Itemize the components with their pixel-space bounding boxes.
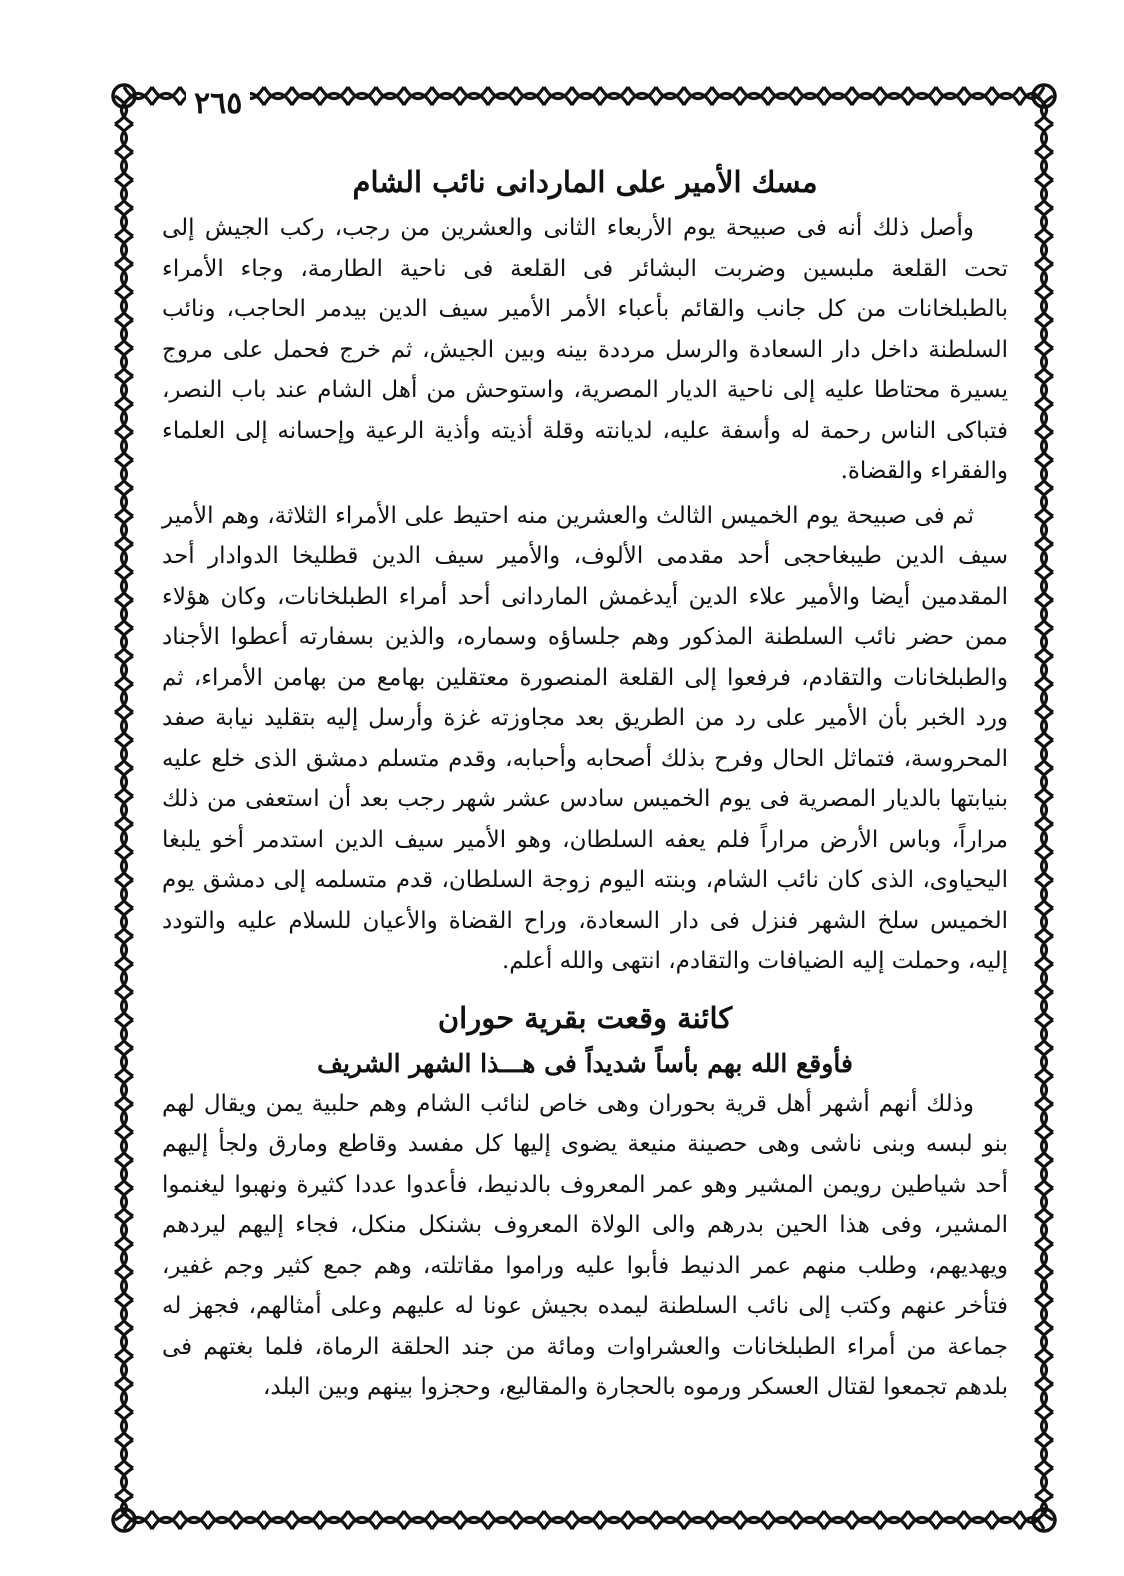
page-frame <box>104 76 1064 1540</box>
paragraph: ثم فى صبيحة يوم الخميس الثالث والعشرين منه احتيط على الأمراء الثلاثة، وهم الأمير سيف الدين طيبغاحجى أحد مقدمى الألوف، والأمير سيف الدين قطليخا الدوادار أحد المقدمين أيضا والأمير علاء الدين أيدغمش الماردانى أحد أمراء الطبلخانات، وكان هؤلاء ممن حضر نائب السلطنة المذكور وهم جلساؤه وسماره، والذين بسفارته أعطوا الأجناد والطبلخانات والتقادم، فرفعوا إلى القلعة المنصورة معتقلين بهامع من بهامن الأمراء، ثم ورد الخبر بأن الأمير على رد من الطريق بعد مجاوزته غزة وأرسل إليه بتقليد نيابة صفد المحروسة، فتماثل الحال وفرح بذلك أصحابه وأحبابه، وقدم متسلم دمشق الذى خلع عليه بنيابتها بالديار المصرية فى يوم الخميس سادس عشر شهر رجب بعد أن استعفى من ذلك مراراً، وباس الأرض مراراً فلم يعفه السلطان، وهو الأمير سيف الدين استدمر أخو يلبغا اليحياوى، الذى كان نائب الشام، وبنته اليوم زوجة السلطان، قدم متسلمه إلى دمشق يوم الخميس سلخ الشهر فنزل فى دار السعادة، وراح القضاة والأعيان للسلام عليه والتودد إليه، وحملت إليه الضيافات والتقادم، انتهى والله أعلم. <box>162 502 1008 974</box>
paragraph: وذلك أنهم أشهر أهل قرية بحوران وهى خاص لنائب الشام وهم حلبية يمن ويقال لهم بنو لبسه وبنى ناشى وهى حصينة منيعة يضوى إليها كل مفسد وقاطع ومارق ولجأ إليهم أحد شياطين رويمن المشير وهو عمر المعروف بالدنيط، فأعدوا عددا كثيرة ونهبوا ليغنموا المشير، وفى هذا الحين بدرهم والى الولاة المعروف بشنكل منكل، فجاء إليهم ليردهم ويهديهم، وطلب منهم عمر الدنيط فأبوا عليه وراموا مقاتلته، وهم جمع كثير وجم غفير، فتأخر عنهم وكتب إلى نائب السلطنة ليمده بجيش عونا له عليهم وعلى أمثالهم، فجهز له جماعة من أمراء الطبلخانات والعشراوات ومائة من جند الحلقة الرماة، فلما بغتهم فى بلدهم تجمعوا لقتال العسكر ورموه بالحجارة والمقاليع، وحجزوا بينهم وبين البلد، <box>162 1090 1008 1400</box>
paragraph: وأصل ذلك أنه فى صبيحة يوم الأربعاء الثانى والعشرين من رجب، ركب الجيش إلى تحت القلعة ملبسين وضربت البشائر فى القلعة فى ناحية الطارمة، وجاء الأمراء بالطبلخانات من كل جانب والقائم بأعباء الأمر الأمير سيف الدين بيدمر الحاجب، ونائب السلطنة داخل دار السعادة والرسل مرددة بينه وبين الجيش، ثم خرج فحمل على مروج يسيرة محتاطا عليه إلى ناحية الديار المصرية، واستوحش من أهل الشام عند باب النصر، فتباكى الناس رحمة له وأسفة عليه، لديانته وقلة أذيته وأذية الرعية وإحسانه إلى العلماء والفقراء والقضاة. <box>162 215 1008 484</box>
section-heading-2: كائنة وقعت بقرية حوران <box>437 1000 733 1035</box>
page-content <box>162 160 1008 1510</box>
section-subheading: فأوقع الله بهم بأساً شديداً فى هـــذا الشهر الشريف <box>317 1048 853 1078</box>
page-number: ٢٦٥ <box>186 84 250 124</box>
section-heading-1: مسك الأمير على الماردانى نائب الشام <box>352 165 818 199</box>
